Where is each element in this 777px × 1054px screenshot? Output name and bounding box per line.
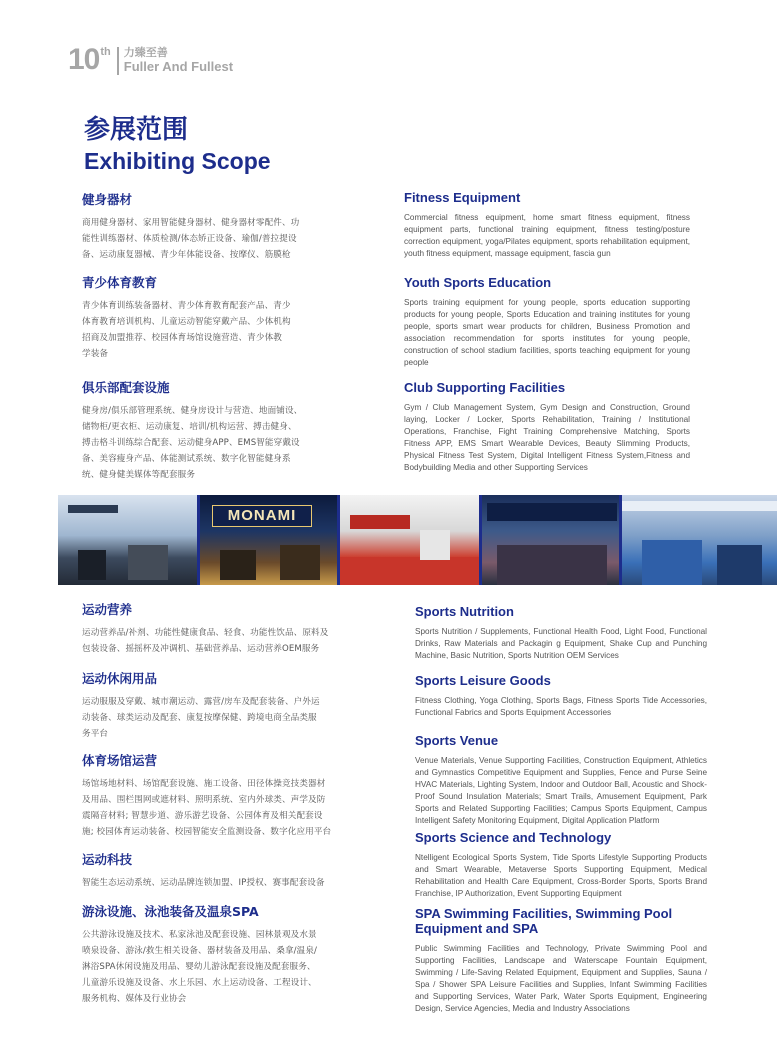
body-line: 动装备、球类运动及配套、康复按摩保健、跨境电商全品类服 [82, 713, 317, 723]
exhibition-photo [340, 495, 482, 585]
section-body: Gym / Club Management System, Gym Design and Construction, Ground laying, Locker / Locker, Sports Rehabilitation, Training / Institutional Operations, Franchise, Fight Training Comprehensive Matching, Sports Fitness APP, EMS Smart Wearable Devices, Beauty Slimming Products, Physical Fitness Test System, Digital Intelligent Fitness System,Fitness and Bodybuilding Media and other Supporting Services [404, 403, 690, 472]
slogan-en: Fuller And Fullest [123, 59, 234, 74]
section-heading: 俱乐部配套设施 [82, 380, 170, 395]
section-cn-fitness [82, 192, 364, 263]
section-heading: 游泳设施、泳池装备及温泉SPA [82, 904, 259, 919]
slogan-cn: 力臻至善 [123, 46, 168, 59]
photo-detail [68, 505, 118, 513]
section-body: Commercial fitness equipment, home smart fitness equipment, fitness equipment parts, functional training equipment, fitness testing/posture correction equipment, yoga/Pilates equipment, sports rehabilitation equipment, youth fitness equipment, massage equipment, fascia gun [404, 213, 690, 258]
body-line: 储物柜/更衣柜、运动康复、培训/机构运营、搏击健身、 [82, 422, 297, 432]
photo-detail [420, 530, 450, 560]
photo-detail [642, 540, 702, 585]
section-body [82, 927, 364, 1007]
edition-number: 10 [68, 43, 100, 76]
section-heading: Sports Venue [415, 733, 499, 748]
edition-suffix: th [100, 46, 111, 58]
body-line: 备、美容瘦身产品、体能测试系统、数字化智能健身系 [82, 454, 291, 464]
body-line: 统、健身健美媒体等配套服务 [82, 470, 196, 480]
body-line: 招商及加盟推荐、校园体育场馆设施营造、青少体教 [82, 333, 282, 343]
section-en-venue [415, 733, 707, 827]
section-en-fitness [404, 190, 690, 260]
section-en-nutrition [415, 604, 707, 662]
section-cn-spa [82, 904, 364, 1007]
body-line: 备、运动康复器械、青少年体能设备、按摩仪、筋膜枪 [82, 250, 291, 260]
exhibition-photo [58, 495, 200, 585]
section-cn-leisure [82, 671, 364, 742]
section-en-club [404, 380, 690, 474]
exhibition-photo [622, 495, 777, 585]
exhibition-photo [200, 495, 340, 585]
section-heading: Youth Sports Education [404, 275, 552, 290]
section-heading: 运动休闲用品 [82, 671, 158, 686]
body-line: 青少体育训练装备器材、青少体育教育配套产品、青少 [82, 301, 291, 311]
section-body: Venue Materials, Venue Supporting Facilities, Construction Equipment, Athletics and Gymnastics Competitive Equipment and Supplies, Fence and Purse Seine HVAC Materials, Lighting System, Indoor and Outdoor Ball, Acoustic and Shock-Proof Sound Insulation Materials; Smart Trails, Amusement Equipment, Park Sports and Related Supporting Facilities; Campus Sports Equipment, Campus Intelligent Safety Monitoring Equipment, Digital Application Platform [415, 756, 707, 825]
section-en-leisure [415, 673, 707, 719]
photo-detail [350, 515, 410, 529]
body-line: 施; 校园体育运动装备、校园智能安全监测设备、数字化应用平台 [82, 827, 332, 837]
section-body [82, 625, 364, 657]
page-title-cn: 参展范围 [84, 115, 189, 145]
photo-detail [128, 545, 168, 580]
section-body [82, 694, 364, 742]
section-heading: Club Supporting Facilities [404, 380, 566, 395]
section-body [82, 875, 364, 891]
header-slogan [124, 44, 233, 74]
section-heading: Sports Leisure Goods [415, 673, 551, 688]
photo-detail [717, 545, 762, 585]
photo-detail [622, 501, 777, 511]
section-body [82, 215, 364, 263]
header-divider [117, 47, 119, 75]
photo-detail [340, 557, 482, 585]
body-line: 喷泉设备、游泳/救生相关设备、器材装备及用品、桑拿/温泉/ [82, 946, 318, 956]
photo-detail [497, 545, 607, 585]
page-header [68, 44, 233, 78]
body-line: 商用健身器材、家用智能健身器材、健身器材零配件、功 [82, 218, 300, 228]
section-heading: Sports Science and Technology [415, 830, 612, 845]
section-body: Public Swimming Facilities and Technology, Private Swimming Pool and Supporting Facilities, Landscape and Waterscape Fountain Equipment, Swimming / Life-Saving Related Equipment, Equipment and Supplies, Sauna / Spa / Shower SPA Leisure Facilities and Supplies, Infant Swimming Facilities and Supporting Services, Water Park, Water Sports Equipment, Engineering Design, Service Agencies, Media and Industry Associations [415, 944, 707, 1013]
section-body [82, 776, 364, 840]
section-body: Sports training equipment for young people, sports education supporting products for young people, Sports Education and training institutes for young people, sports smart wear products for children, Business Promotion and association recommendation for sports institutes for young people, construction of school stadium facilities, sports teaching equipment for young people [404, 298, 690, 367]
body-line: 场馆场地材料、场馆配套设施、施工设备、田径体操竞技类器材 [82, 779, 326, 789]
section-en-spa [415, 906, 707, 1015]
body-line: 能性训练器材、体质检测/体态矫正设备、瑜伽/普拉提设 [82, 234, 297, 244]
body-line: 学装备 [82, 349, 109, 359]
section-heading: Fitness Equipment [404, 190, 521, 205]
photo-detail [78, 550, 106, 580]
body-line: 服务机构、媒体及行业协会 [82, 994, 187, 1004]
section-cn-youth [82, 275, 364, 362]
section-heading: SPA Swimming Facilities, Swimming Pool Equipment and SPA [415, 906, 673, 936]
body-line: 儿童游乐设施及设备、水上乐园、水上运动设备、工程设计、 [82, 978, 317, 988]
body-line: 运动营养品/补剂、功能性健康食品、轻食、功能性饮品、原料及 [82, 628, 329, 638]
body-line: 及用品、围栏围网或遮材料、照明系统、室内外球类、声学及防 [82, 795, 326, 805]
section-heading: 健身器材 [82, 192, 133, 207]
section-body [82, 298, 364, 362]
section-en-youth [404, 275, 690, 369]
body-line: 公共游泳设施及技术、私家泳池及配套设施、园林景观及水景 [82, 930, 317, 940]
section-heading: 青少体育教育 [82, 275, 158, 290]
section-cn-tech [82, 852, 364, 891]
section-cn-club [82, 380, 364, 483]
body-line: 体育教育培训机构、儿童运动智能穿戴产品、少体机构 [82, 317, 291, 327]
section-cn-nutrition [82, 602, 364, 657]
body-line: 搏击格斗训练综合配套、运动健身APP、EMS智能穿戴设 [82, 438, 300, 448]
body-line: 健身房/俱乐部管理系统、健身房设计与营造、地面铺设、 [82, 406, 303, 416]
photo-detail [280, 545, 320, 580]
section-heading: 体育场馆运营 [82, 753, 158, 768]
body-line: 震隔音材料; 智慧步道、游乐游艺设备、公园体育及相关配套设 [82, 811, 323, 821]
page-title-en: Exhibiting Scope [84, 148, 271, 174]
body-line: 智能生态运动系统、运动品牌连锁加盟、IP授权、赛事配套设备 [82, 878, 325, 888]
section-heading: 运动营养 [82, 602, 133, 617]
body-line: 运动服服及穿戴、城市潮运动、露营/房车及配套装备、户外运 [82, 697, 320, 707]
section-heading: Sports Nutrition [415, 604, 514, 619]
body-line: 淋浴SPA休闲设施及用品、婴幼儿游泳配套设施及配套服务、 [82, 962, 316, 972]
body-line: 务平台 [82, 729, 109, 739]
exhibition-photo-strip [58, 495, 777, 585]
exhibition-photo [482, 495, 622, 585]
section-body: Sports Nutrition / Supplements, Functional Health Food, Light Food, Functional Drinks, Raw Materials and Packagin g Equipment, Shake Cup and Punching Machine, Basic Nutrition, Sports Nutrition OEM Services [415, 627, 707, 660]
photo-detail [220, 550, 256, 580]
booth-sign: MONAMI [212, 505, 312, 527]
section-body: Ntelligent Ecological Sports System, Tide Sports Lifestyle Supporting Products and Smart Wearable, Metaverse Sports Supporting Equipment, Medical Rehabilitation and Health Care Equipment, Cross-Border Sports, Sports Brand Franchise, IP Authorization, Event Supporting Equipment [415, 853, 707, 898]
section-heading: 运动科技 [82, 852, 133, 867]
section-en-tech [415, 830, 707, 900]
body-line: 包装设备、摇摇杯及冲调机、基础营养品、运动营养OEM服务 [82, 644, 320, 654]
photo-detail [487, 503, 617, 521]
section-body [82, 403, 364, 483]
section-cn-venue [82, 753, 364, 840]
section-body: Fitness Clothing, Yoga Clothing, Sports Bags, Fitness Sports Tide Accessories, Functional Fabrics and Sports Equipment Accessories [415, 696, 707, 717]
